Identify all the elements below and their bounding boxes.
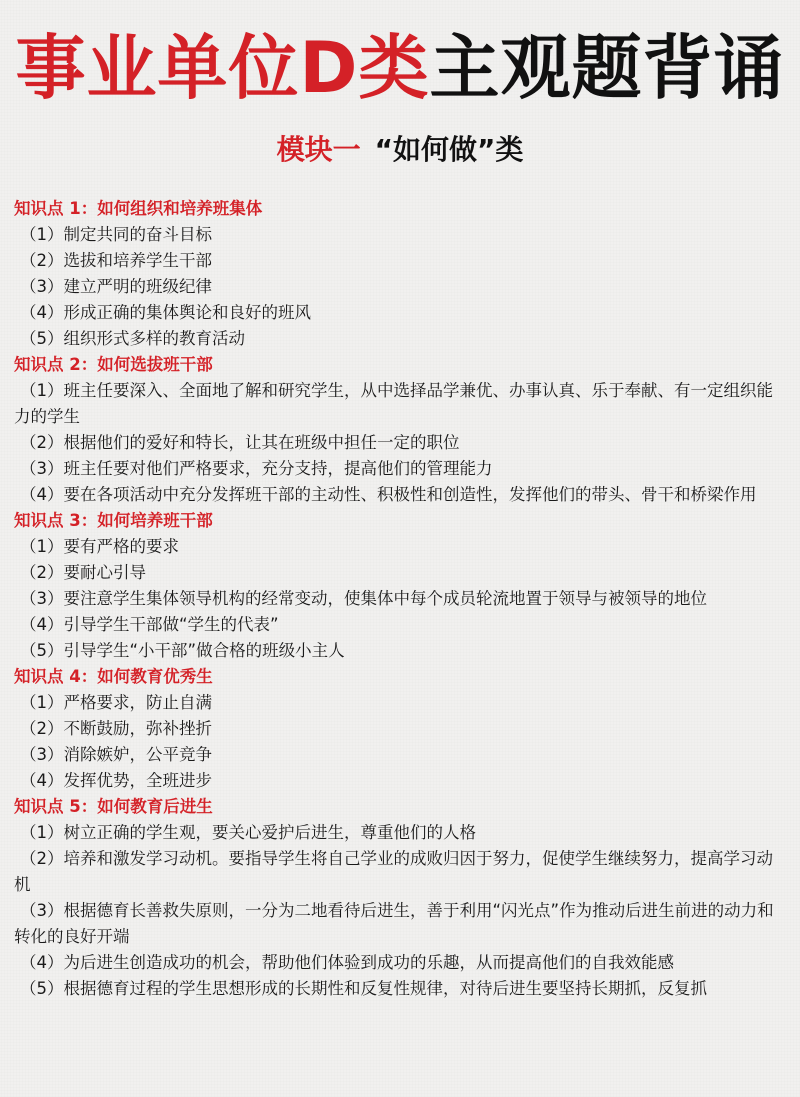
page-title [0, 28, 800, 108]
list-item: （2）根据他们的爱好和特长，让其在班级中担任一定的职位 [20, 433, 460, 452]
list-item: （2）不断鼓励，弥补挫折 [20, 719, 212, 738]
list-item: （5）组织形式多样的教育活动 [20, 329, 245, 348]
section-3 [14, 508, 778, 664]
list-item: （5）引导学生“小干部”做合格的班级小主人 [20, 641, 345, 660]
section-heading: 知识点 1：如何组织和培养班集体 [14, 199, 263, 218]
list-item: （4）形成正确的集体舆论和良好的班风 [20, 303, 311, 322]
list-item: （1）制定共同的奋斗目标 [20, 225, 212, 244]
module-subtitle [0, 130, 800, 170]
list-item: （5）根据德育过程的学生思想形成的长期性和反复性规律，对待后进生要坚持长期抓，反复抓 [20, 979, 707, 998]
list-item: （3）班主任要对他们严格要求，充分支持，提高他们的管理能力 [20, 459, 493, 478]
list-item: （4）为后进生创造成功的机会，帮助他们体验到成功的乐趣，从而提高他们的自我效能感 [20, 953, 674, 972]
list-item: （1）严格要求，防止自满 [20, 693, 212, 712]
list-item: （3）要注意学生集体领导机构的经常变动，使集体中每个成员轮流地置于领导与被领导的地位 [20, 589, 707, 608]
list-item: （1）要有严格的要求 [20, 537, 179, 556]
list-item: （3）建立严明的班级纪律 [20, 277, 212, 296]
subtitle-category: “如何做”类 [374, 133, 524, 166]
list-item: （2）选拔和培养学生干部 [20, 251, 212, 270]
list-item: （2）要耐心引导 [20, 563, 146, 582]
title-red-part: 事业单位D类 [15, 27, 430, 109]
title-black-part: 主观题背诵 [429, 27, 785, 109]
list-item: （4）要在各项活动中充分发挥班干部的主动性、积极性和创造性，发挥他们的带头、骨干和桥梁作用 [20, 485, 757, 504]
list-item: （2）培养和激发学习动机。要指导学生将自己学业的成败归因于努力，促使学生继续努力，提高学习动机 [14, 849, 773, 894]
list-item: （4）发挥优势，全班进步 [20, 771, 212, 790]
section-heading: 知识点 5：如何教育后进生 [14, 797, 213, 816]
content [14, 196, 778, 1002]
section-heading: 知识点 3：如何培养班干部 [14, 511, 213, 530]
subtitle-module: 模块一 [276, 133, 361, 166]
section-heading: 知识点 4：如何教育优秀生 [14, 667, 213, 686]
list-item: （3）消除嫉妒，公平竞争 [20, 745, 212, 764]
list-item: （3）根据德育长善救失原则，一分为二地看待后进生，善于利用“闪光点”作为推动后进生前进的动力和转化的良好开端 [14, 901, 774, 946]
list-item: （1）班主任要深入、全面地了解和研究学生，从中选择品学兼优、办事认真、乐于奉献、有一定组织能力的学生 [14, 381, 773, 426]
list-item: （4）引导学生干部做“学生的代表” [20, 615, 279, 634]
section-4 [14, 664, 778, 794]
section-1 [14, 196, 778, 352]
section-5 [14, 794, 778, 1002]
list-item: （1）树立正确的学生观，要关心爱护后进生，尊重他们的人格 [20, 823, 476, 842]
section-2 [14, 352, 778, 508]
section-heading: 知识点 2：如何选拔班干部 [14, 355, 213, 374]
